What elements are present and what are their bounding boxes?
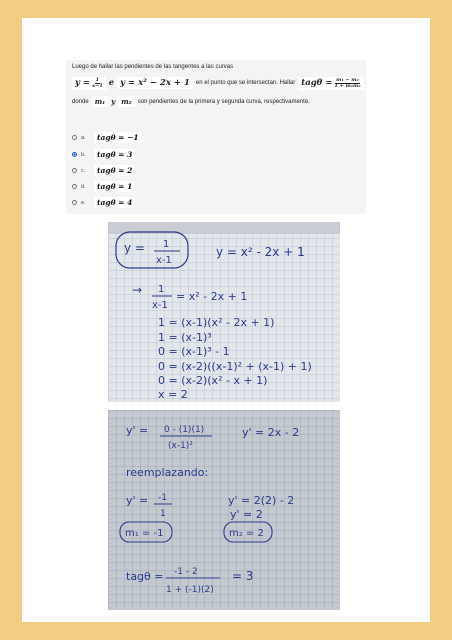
option-b[interactable] <box>72 149 135 160</box>
option-letter: d. <box>81 183 86 190</box>
option-d[interactable] <box>72 181 135 192</box>
hw-l4: 1 = (x-1)³ <box>158 331 212 344</box>
option-c[interactable] <box>72 165 135 176</box>
m2-symbol: m₂ <box>118 96 134 107</box>
hw-l2-den: x-1 <box>152 300 168 311</box>
donde-word: donde <box>72 98 89 105</box>
photo2-svg <box>108 410 340 610</box>
radio-b-selected[interactable] <box>72 152 77 157</box>
formula-num: m₁ − m₂ <box>336 76 359 83</box>
radio-c[interactable] <box>72 168 77 173</box>
hw-arrow: → <box>132 283 143 297</box>
hw-r2b: y' = 2 <box>230 508 263 521</box>
option-value: tagθ = 2 <box>94 165 135 176</box>
option-a[interactable] <box>72 132 142 143</box>
hw-l7: 0 = (x-2)(x² - x + 1) <box>158 374 268 387</box>
formula-lhs: tagθ = <box>301 78 333 88</box>
hw-r1-num: -1 <box>158 493 167 503</box>
option-letter: e. <box>81 199 86 206</box>
hw-reemplazando: reemplazando: <box>126 466 209 479</box>
hw-l2-num: 1 <box>158 284 165 295</box>
curve1-num: 1 <box>95 76 100 83</box>
curve1-den: x−1 <box>92 82 103 89</box>
radio-d[interactable] <box>72 184 77 189</box>
formula-den: 1 + m₁m₂ <box>334 82 361 89</box>
hw-deriv1-num: 0 - (1)(1) <box>164 425 205 435</box>
option-letter: a. <box>81 134 86 141</box>
hw-curve2: y = x² - 2x + 1 <box>216 245 305 259</box>
hw-r1-den: 1 <box>160 509 166 519</box>
and-word: e <box>108 78 115 88</box>
question-card <box>66 60 366 214</box>
question-intro: Luego de hallar las pendientes de las tangentes a las curvas <box>72 64 234 70</box>
hw-tag-result: = 3 <box>232 569 254 583</box>
m1-symbol: m₁ <box>92 96 108 107</box>
hw-l6: 0 = (x-2)((x-1)² + (x-1) + 1) <box>158 360 312 373</box>
curve2-formula: y = x² − 2x + 1 <box>117 77 193 89</box>
hw-l3: 1 = (x-1)(x² - 2x + 1) <box>158 316 275 329</box>
hw-deriv1-lhs: y' = <box>126 424 149 437</box>
hw-tag-num: -1 - 2 <box>174 567 198 577</box>
donde-rest: son pendientes de la primera y segunda curva, respectivamente. <box>137 98 310 105</box>
option-e[interactable] <box>72 197 135 208</box>
question-mid-text: en el punto que se intersectan. Hallar <box>195 80 296 86</box>
option-value: tagθ = −1 <box>94 132 142 143</box>
hw-l2-rhs: = x² - 2x + 1 <box>176 290 248 303</box>
curve1-fraction <box>92 78 103 89</box>
hw-deriv2: y' = 2x - 2 <box>242 426 300 439</box>
option-value: tagθ = 3 <box>94 149 135 160</box>
option-letter: c. <box>81 167 86 174</box>
hw-num: 1 <box>163 239 170 250</box>
hw-m2: m₂ = 2 <box>229 528 264 539</box>
option-letter: b. <box>81 151 86 158</box>
formula-fraction <box>334 78 360 89</box>
curve1-formula <box>72 77 106 90</box>
question-donde-line <box>72 96 310 107</box>
hw-y-eq: y = <box>124 241 145 255</box>
option-value: tagθ = 4 <box>94 197 135 208</box>
hw-tag-den: 1 + (-1)(2) <box>166 585 214 595</box>
radio-e[interactable] <box>72 200 77 205</box>
hw-m1: m₁ = -1 <box>125 528 164 539</box>
hw-l5: 0 = (x-1)³ - 1 <box>158 345 230 358</box>
photo1-svg <box>108 222 340 402</box>
curve1-lhs: y = <box>75 78 91 88</box>
question-equations <box>72 74 364 92</box>
hw-deriv1-den: (x-1)² <box>168 441 193 451</box>
hw-l8: x = 2 <box>158 388 188 401</box>
hw-tag-lhs: tagθ = <box>126 570 164 583</box>
hw-den: x-1 <box>156 255 172 266</box>
handwritten-photo-intersection <box>108 222 340 402</box>
option-value: tagθ = 1 <box>94 181 135 192</box>
handwritten-photo-derivatives <box>108 410 340 610</box>
tangent-formula <box>298 77 363 90</box>
hw-r1-lhs: y' = <box>126 494 149 507</box>
y-word: y <box>111 97 116 106</box>
hw-r2a: y' = 2(2) - 2 <box>228 494 295 507</box>
radio-a[interactable] <box>72 135 77 140</box>
